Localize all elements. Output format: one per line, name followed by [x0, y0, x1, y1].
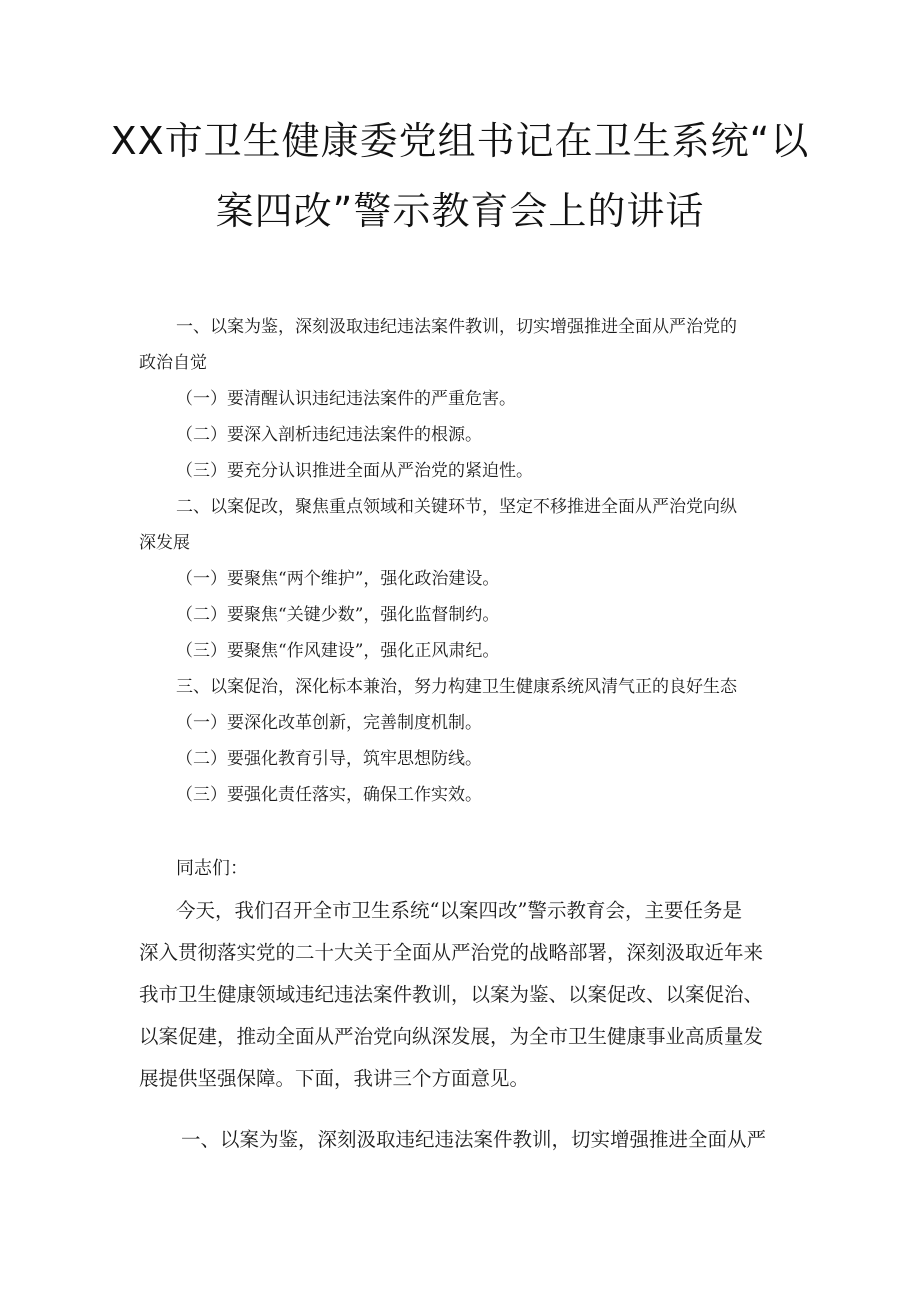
outline-part2-item-2: （二）要聚焦“关键少数”，强化监督制约。 [176, 605, 500, 625]
document-title-line-2: 案四改”警示教育会上的讲话 [215, 189, 705, 233]
outline-part3-heading: 三、以案促治，深化标本兼治，努力构建卫生健康系统风清气正的良好生态 [176, 677, 737, 697]
intro-paragraph-line-5: 展提供坚强保障。下面，我讲三个方面意见。 [139, 1067, 530, 1090]
outline-part2-heading-cont: 深发展 [139, 533, 190, 553]
outline-part1-item-1: （一）要清醒认识违纪违法案件的严重危害。 [176, 389, 516, 409]
outline-part1-item-3: （三）要充分认识推进全面从严治党的紧迫性。 [176, 461, 533, 481]
outline-part2-heading: 二、以案促改，聚焦重点领域和关键环节，坚定不移推进全面从严治党向纵 [176, 497, 737, 517]
outline-part2-item-1: （一）要聚焦“两个维护”，强化政治建设。 [176, 569, 500, 589]
outline-part1-heading-cont: 政治自觉 [139, 353, 207, 373]
intro-paragraph-line-4: 以案促建，推动全面从严治党向纵深发展，为全市卫生健康事业高质量发 [139, 1025, 764, 1048]
section-1-heading: 一、以案为鉴，深刻汲取违纪违法案件教训，切实增强推进全面从严 [181, 1128, 767, 1151]
intro-paragraph-line-2: 深入贯彻落实党的二十大关于全面从严治党的战略部署，深刻汲取近年来 [139, 941, 764, 964]
greeting: 同志们： [176, 858, 248, 879]
outline-part3-item-2: （二）要强化教育引导，筑牢思想防线。 [176, 749, 482, 769]
intro-paragraph-line-1: 今天，我们召开全市卫生系统“以案四改”警示教育会，主要任务是 [176, 899, 742, 922]
outline-part1-item-2: （二）要深入剖析违纪违法案件的根源。 [176, 425, 482, 445]
outline-part3-item-3: （三）要强化责任落实，确保工作实效。 [176, 785, 482, 805]
outline-part1-heading: 一、以案为鉴，深刻汲取违纪违法案件教训，切实增强推进全面从严治党的 [176, 317, 737, 337]
intro-paragraph-line-3: 我市卫生健康领域违纪违法案件教训，以案为鉴、以案促改、以案促治、 [139, 983, 764, 1006]
document-title-line-1: XX市卫生健康委党组书记在卫生系统“以 [110, 119, 810, 163]
outline-part2-item-3: （三）要聚焦“作风建设”，强化正风肃纪。 [176, 641, 500, 661]
outline-part3-item-1: （一）要深化改革创新，完善制度机制。 [176, 713, 482, 733]
